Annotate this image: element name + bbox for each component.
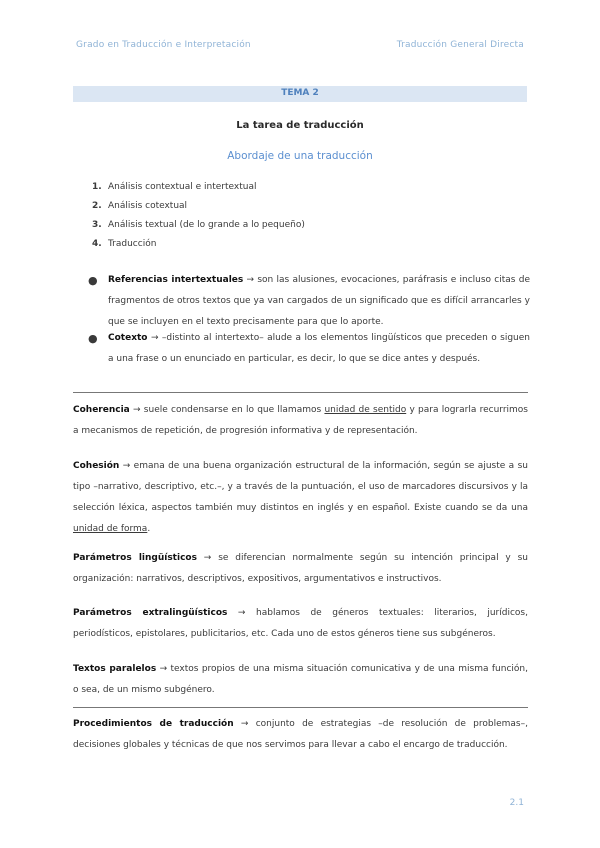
list-item: 2. Análisis cotextual bbox=[92, 201, 188, 211]
topic-label: TEMA 2 bbox=[281, 88, 319, 98]
divider bbox=[73, 707, 528, 708]
bullet-icon: ● bbox=[88, 274, 98, 287]
list-item: 4. Traducción bbox=[92, 239, 157, 249]
bullet-icon: ● bbox=[88, 332, 98, 345]
list-item: 3. Análisis textual (de lo grande a lo pequeño) bbox=[92, 220, 305, 230]
parametros-extralinguisticos-paragraph: Parámetros extralingüísticos → hablamos de géneros textuales: literarios, jurídicos, periodísticos, epistolares, publicitarios, etc. Cada uno de estos géneros tiene sus subgéneros. bbox=[73, 608, 528, 639]
section-subtitle: Abordaje de una traducción bbox=[227, 150, 373, 162]
coherencia-paragraph: Coherencia → suele condensarse en lo que llamamos unidad de sentido y para lograrla recurrimos a mecanismos de repetición, de progresión informativa y de representación. bbox=[73, 405, 528, 436]
procedimientos-paragraph: Procedimientos de traducción → conjunto de estrategias –de resolución de problemas–, decisiones globales y técnicas de que nos servimos para llevar a cabo el encargo de traducción. bbox=[73, 719, 528, 750]
topic-band bbox=[73, 86, 527, 102]
textos-paralelos-paragraph: Textos paralelos → textos propios de una misma situación comunicativa y de una misma función, o sea, de un mismo subgénero. bbox=[73, 664, 528, 695]
list-item: 1. Análisis contextual e intertextual bbox=[92, 182, 257, 192]
cohesion-paragraph: Cohesión → emana de una buena organización estructural de la información, según se ajuste a su tipo –narrativo, descriptivo, etc.–, y a través de la puntuación, el uso de marcadores discursivos y la selección léxica, aspectos también muy distintos en inglés y en español. Existe cuando se da una unidad de forma. bbox=[73, 461, 528, 534]
header-left: Grado en Traducción e Interpretación bbox=[76, 40, 251, 50]
header-right: Traducción General Directa bbox=[396, 40, 524, 50]
bullet-item: ● Referencias intertextuales → son las alusiones, evocaciones, paráfrasis e incluso citas de fragmentos de otros textos que ya van cargados de un significado que es difícil arrancarles y que se incluyen en el texto precisamente para que lo aporte. bbox=[92, 270, 530, 333]
bullet-item: ● Cotexto → –distinto al intertexto– alude a los elementos lingüísticos que preceden o siguen a una frase o un enunciado en particular, es decir, lo que se dice antes y después. bbox=[92, 328, 530, 370]
page-number: 2.1 bbox=[509, 798, 524, 808]
page-title: La tarea de traducción bbox=[236, 120, 364, 131]
divider bbox=[73, 392, 528, 393]
parametros-linguisticos-paragraph: Parámetros lingüísticos → se diferencian normalmente según su intención principal y su organización: narrativos, descriptivos, expositivos, argumentativos e instructivos. bbox=[73, 553, 528, 584]
